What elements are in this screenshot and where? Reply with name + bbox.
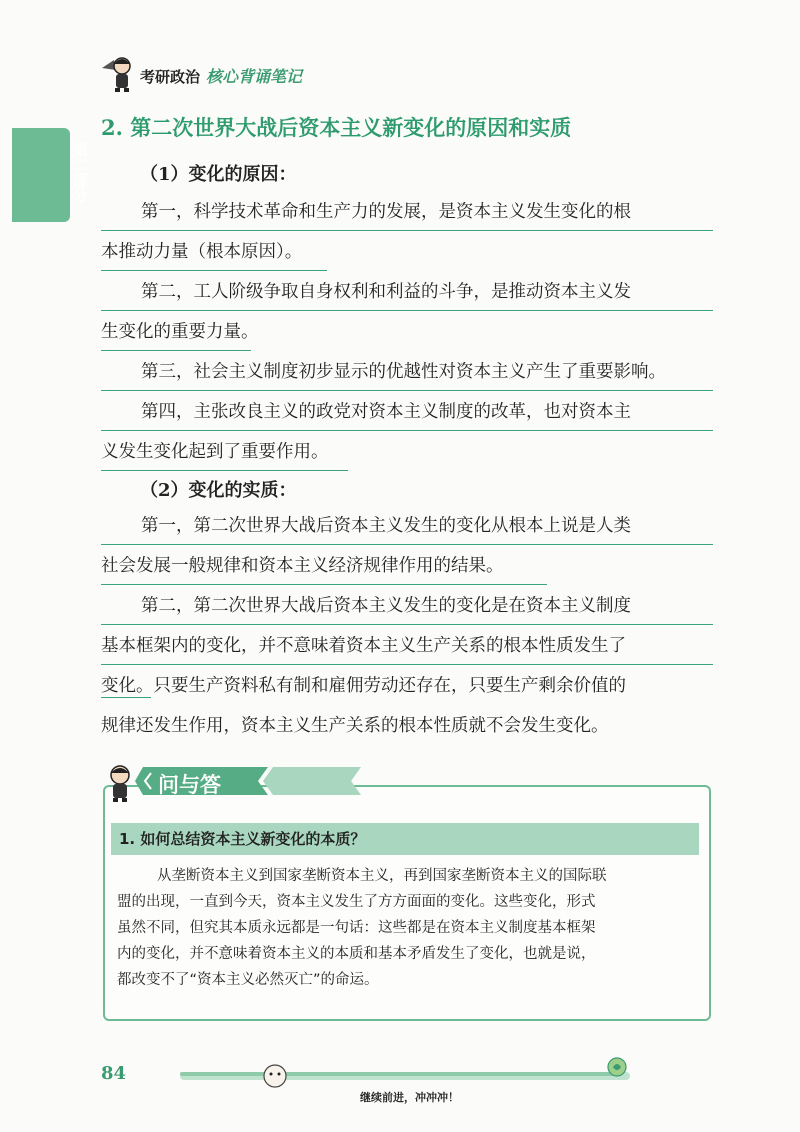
part1-line-3: 第二，工人阶级争取自身权利和利益的斗争，是推动资本主义发: [101, 280, 713, 311]
part2-line-6: 规律还发生作用，资本主义生产关系的根本性质就不会发生变化。: [101, 716, 609, 736]
qa-answer-line-1: 从垄断资本主义到国家垄断资本主义，再到国家垄断资本主义的国际联: [157, 868, 607, 884]
part1-line-4: 生变化的重要力量。: [101, 320, 251, 351]
part1-line-1: 第一，科学技术革命和生产力的发展，是资本主义发生变化的根: [101, 200, 713, 231]
qa-question: 1. 如何总结资本主义新变化的本质？: [111, 823, 699, 855]
qa-answer-line-5: 都改变不了“资本主义必然灭亡”的命运。: [117, 972, 379, 988]
part1-line-7: 义发生变化起到了重要作用。: [101, 440, 348, 471]
qa-answer-line-2: 盟的出现，一直到今天，资本主义发生了方方面面的变化。这些变化，形式: [117, 894, 596, 910]
part1-line-6: 第四，主张改良主义的政党对资本主义制度的改革，也对资本主: [101, 400, 713, 431]
part2-line-2: 社会发展一般规律和资本主义经济规律作用的结果。: [101, 554, 547, 585]
qa-badge-label: 问与答: [158, 773, 221, 797]
brand-main: 考研政治: [140, 68, 201, 86]
section-title: 2. 第二次世界大战后资本主义新变化的原因和实质: [101, 115, 572, 140]
mascot-icon: [100, 52, 138, 92]
header-brand: [140, 64, 302, 87]
part1-line-2: 本推动力量（根本原因）。: [101, 240, 327, 271]
footer-slogan: 继续前进，冲冲冲！: [360, 1091, 459, 1104]
part2-line-4: 基本框架内的变化，并不意味着资本主义生产关系的根本性质发生了: [101, 634, 713, 665]
side-section-tab: [12, 128, 89, 222]
part1-line-5: 第三，社会主义制度初步显示的优越性对资本主义产生了重要影响。: [101, 360, 713, 391]
part2-partial-underline: [101, 697, 151, 698]
page-number: 84: [101, 1063, 127, 1084]
mascot-small-icon: [103, 763, 137, 803]
part1-heading: （1）变化的原因：: [140, 164, 297, 185]
part2-heading: （2）变化的实质：: [140, 480, 297, 501]
qa-answer-line-4: 内的变化，并不意味着资本主义的本质和基本矛盾发生了变化，也就是说，: [117, 946, 596, 962]
side-tab-label: 第二部分: [71, 142, 89, 202]
part2-line-1: 第一，第二次世界大战后资本主义发生的变化从根本上说是人类: [101, 514, 713, 545]
qa-answer-line-3: 虽然不同，但究其本质永远都是一句话：这些都是在资本主义制度基本框架: [117, 920, 596, 936]
part2-line-3: 第二，第二次世界大战后资本主义发生的变化是在资本主义制度: [101, 594, 713, 625]
part2-line-5: 变化。只要生产资料私有制和雇佣劳动还存在，只要生产剩余价值的: [101, 676, 626, 696]
brand-sub: 核心背诵笔记: [206, 67, 303, 86]
